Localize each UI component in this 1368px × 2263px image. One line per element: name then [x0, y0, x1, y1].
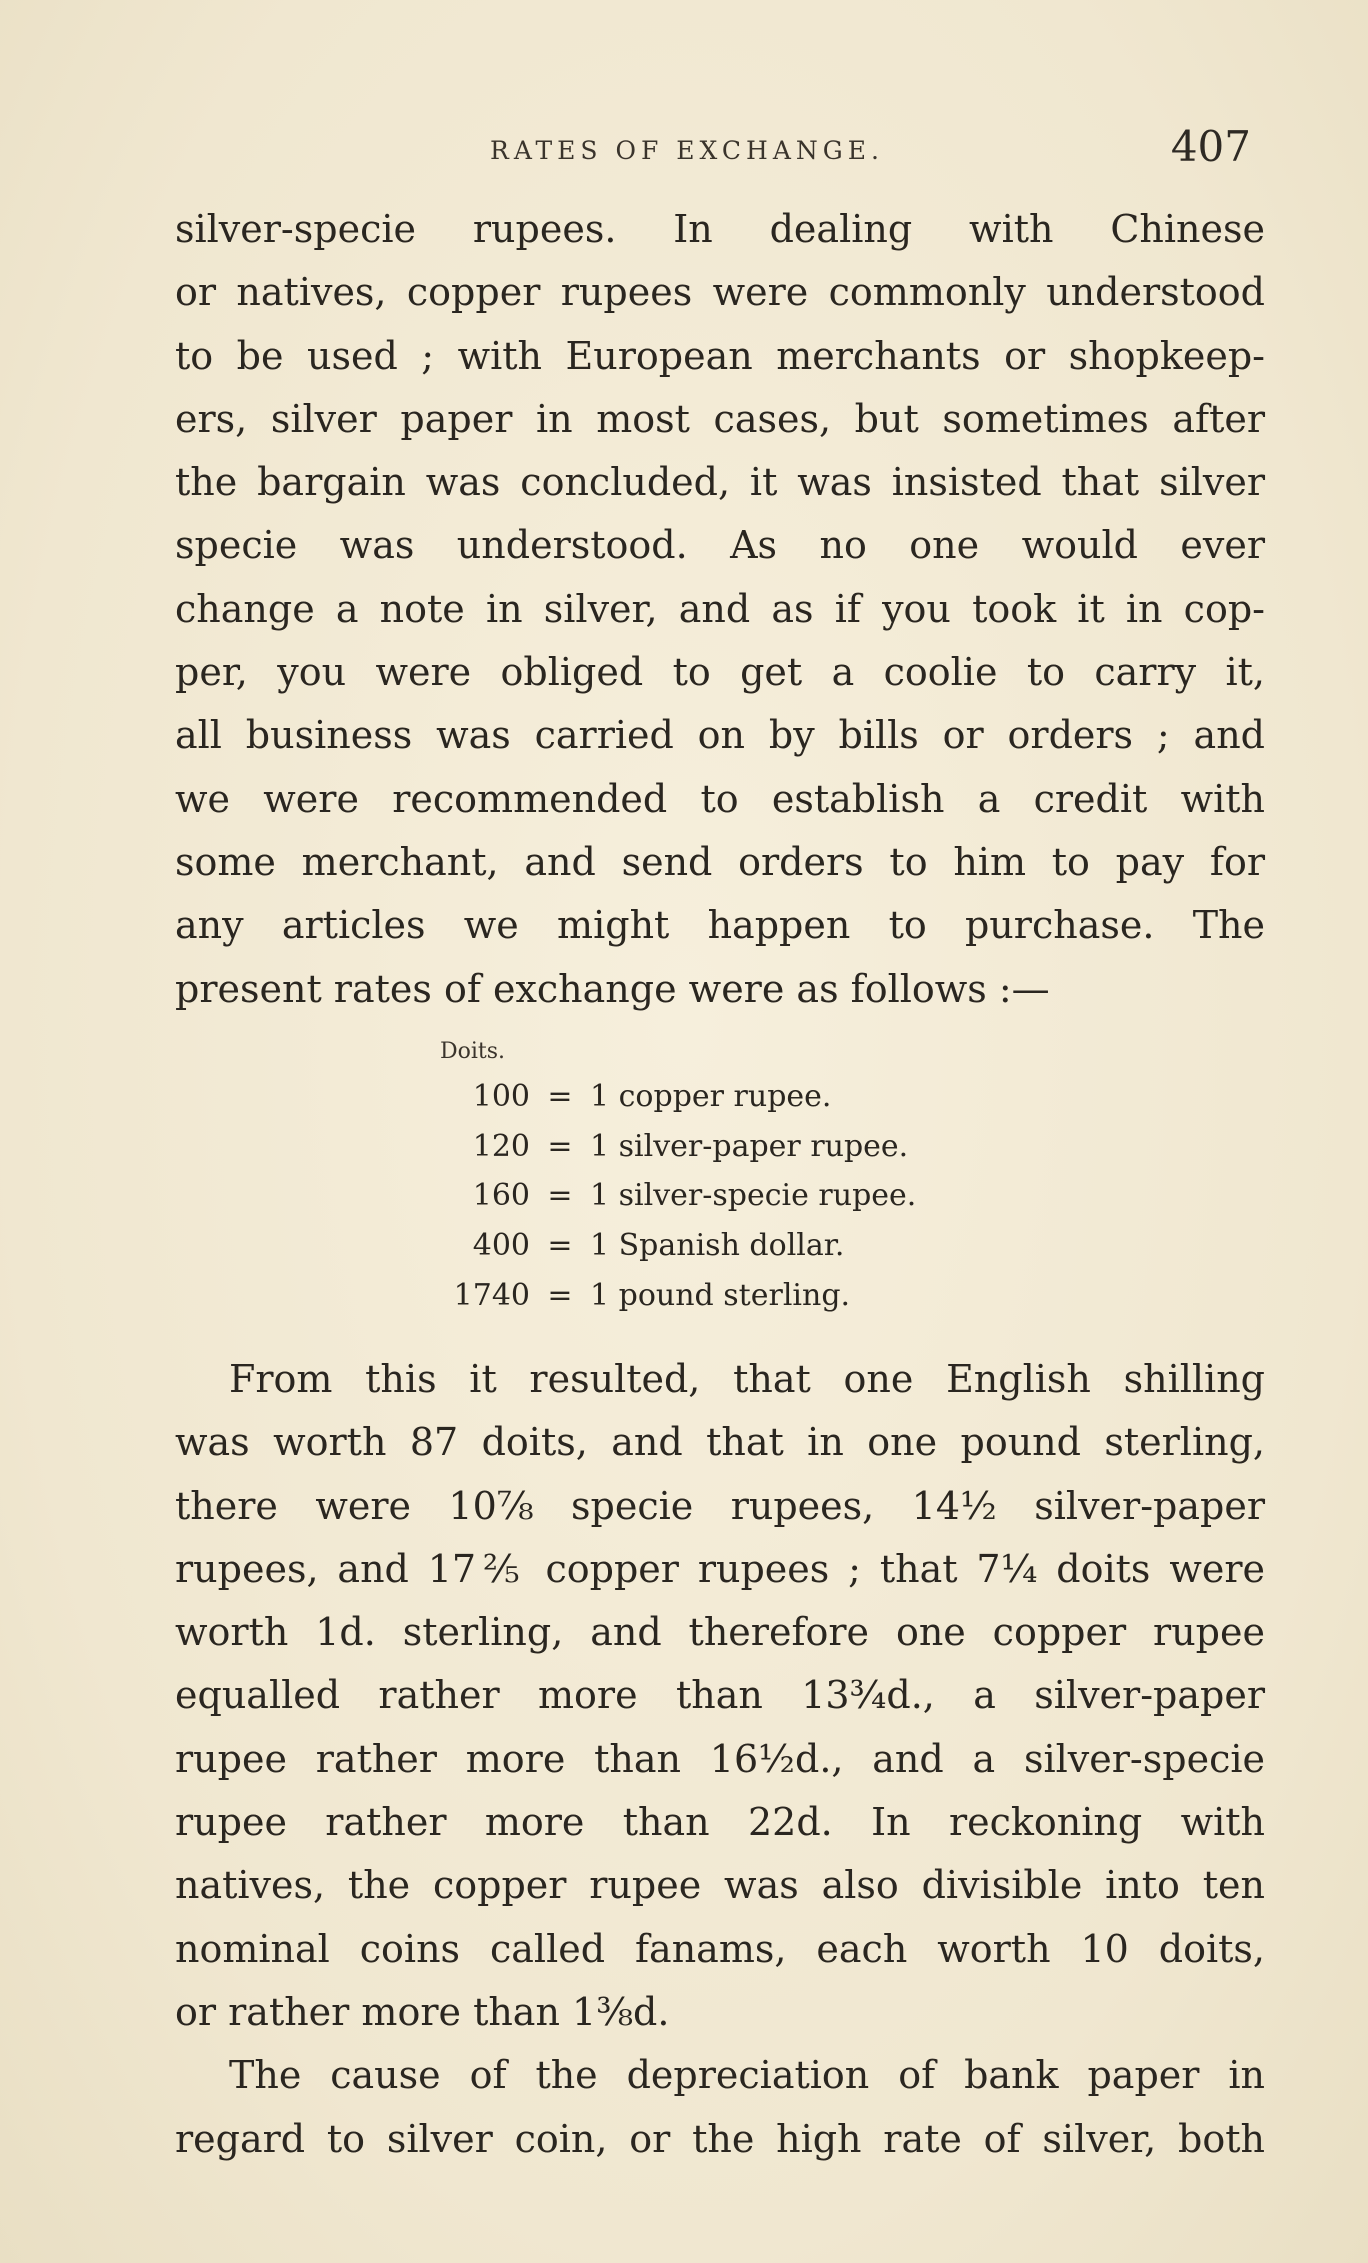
text-line: some merchant, and send orders to him to pay for: [175, 839, 1265, 884]
currency-value: 1 silver-paper rupee.: [590, 1128, 909, 1164]
equals-sign: =: [547, 1079, 573, 1114]
equals-sign: =: [547, 1178, 573, 1214]
text-line: was worth 87 doits, and that in one pound sterling,: [175, 1420, 1265, 1465]
text-line: From this it resulted, that one English shilling: [229, 1357, 1265, 1401]
table-column-head: Doits.: [440, 1039, 506, 1064]
text-line: change a note in silver, and as if you took it in cop-: [175, 586, 1265, 631]
table-row: [440, 1072, 1000, 1122]
table-row: [440, 1221, 1000, 1271]
doits-value: 100: [472, 1079, 530, 1114]
text-line: to be used ; with European merchants or shopkeep-: [175, 333, 1265, 378]
text-line: we were recommended to establish a credit with: [175, 776, 1265, 821]
doits-value: 1740: [453, 1277, 530, 1313]
running-head: RATES OF EXCHANGE.: [490, 136, 884, 165]
text-line: nominal coins called fanams, each worth 10 doits,: [175, 1926, 1265, 1971]
text-line: natives, the copper rupee was also divisible into ten: [175, 1863, 1265, 1908]
text-line: equalled rather more than 13¾d., a silver-paper: [175, 1673, 1265, 1718]
text-line: rupee rather more than 16½d., and a silver-specie: [175, 1736, 1265, 1781]
page-header: [175, 122, 1265, 171]
text-line: silver-specie rupees. In dealing with Chinese: [175, 207, 1265, 251]
text-line: regard to silver coin, or the high rate of silver, both: [175, 2116, 1265, 2161]
currency-value: 1 pound sterling.: [590, 1277, 851, 1313]
paragraph-continuation: [175, 198, 1265, 1021]
text-line: any articles we might happen to purchase. The: [175, 903, 1265, 948]
text-line: ers, silver paper in most cases, but sometimes after: [175, 396, 1265, 441]
text-line: specie was understood. As no one would ever: [175, 523, 1265, 568]
page-number: 407: [1170, 122, 1251, 171]
text-line: rupees, and 17⅖ copper rupees ; that 7¼ doits were: [175, 1546, 1265, 1591]
text-line: or natives, copper rupees were commonly understood: [175, 270, 1265, 315]
table-row: [440, 1271, 1000, 1321]
equals-sign: =: [547, 1228, 573, 1264]
doits-value: 400: [472, 1228, 530, 1264]
text-line: or rather more than 1⅜d.: [175, 1989, 670, 2034]
text-line: there were 10⅞ specie rupees, 14½ silver-paper: [175, 1483, 1265, 1528]
currency-value: 1 silver-specie rupee.: [590, 1178, 917, 1214]
text-line: all business was carried on by bills or orders ; and: [175, 713, 1265, 758]
doits-value: 160: [472, 1178, 530, 1214]
text-line: The cause of the depreciation of bank paper in: [229, 2053, 1265, 2098]
equals-sign: =: [547, 1128, 573, 1164]
text-line: per, you were obliged to get a coolie to carry it,: [175, 650, 1265, 695]
table-row: [440, 1171, 1000, 1221]
doits-value: 120: [472, 1128, 530, 1164]
text-line: worth 1d. sterling, and therefore one copper rupee: [175, 1610, 1265, 1655]
currency-value: 1 copper rupee.: [590, 1079, 832, 1114]
equals-sign: =: [547, 1277, 573, 1313]
text-line: the bargain was concluded, it was insisted that silver: [175, 460, 1265, 505]
text-line: present rates of exchange were as follows :—: [175, 966, 1050, 1011]
exchange-rate-table: [440, 1032, 1000, 1320]
currency-value: 1 Spanish dollar.: [590, 1228, 845, 1264]
table-row: [440, 1122, 1000, 1172]
paragraph-body: [175, 1348, 1265, 2171]
text-line: rupee rather more than 22d. In reckoning with: [175, 1800, 1265, 1845]
